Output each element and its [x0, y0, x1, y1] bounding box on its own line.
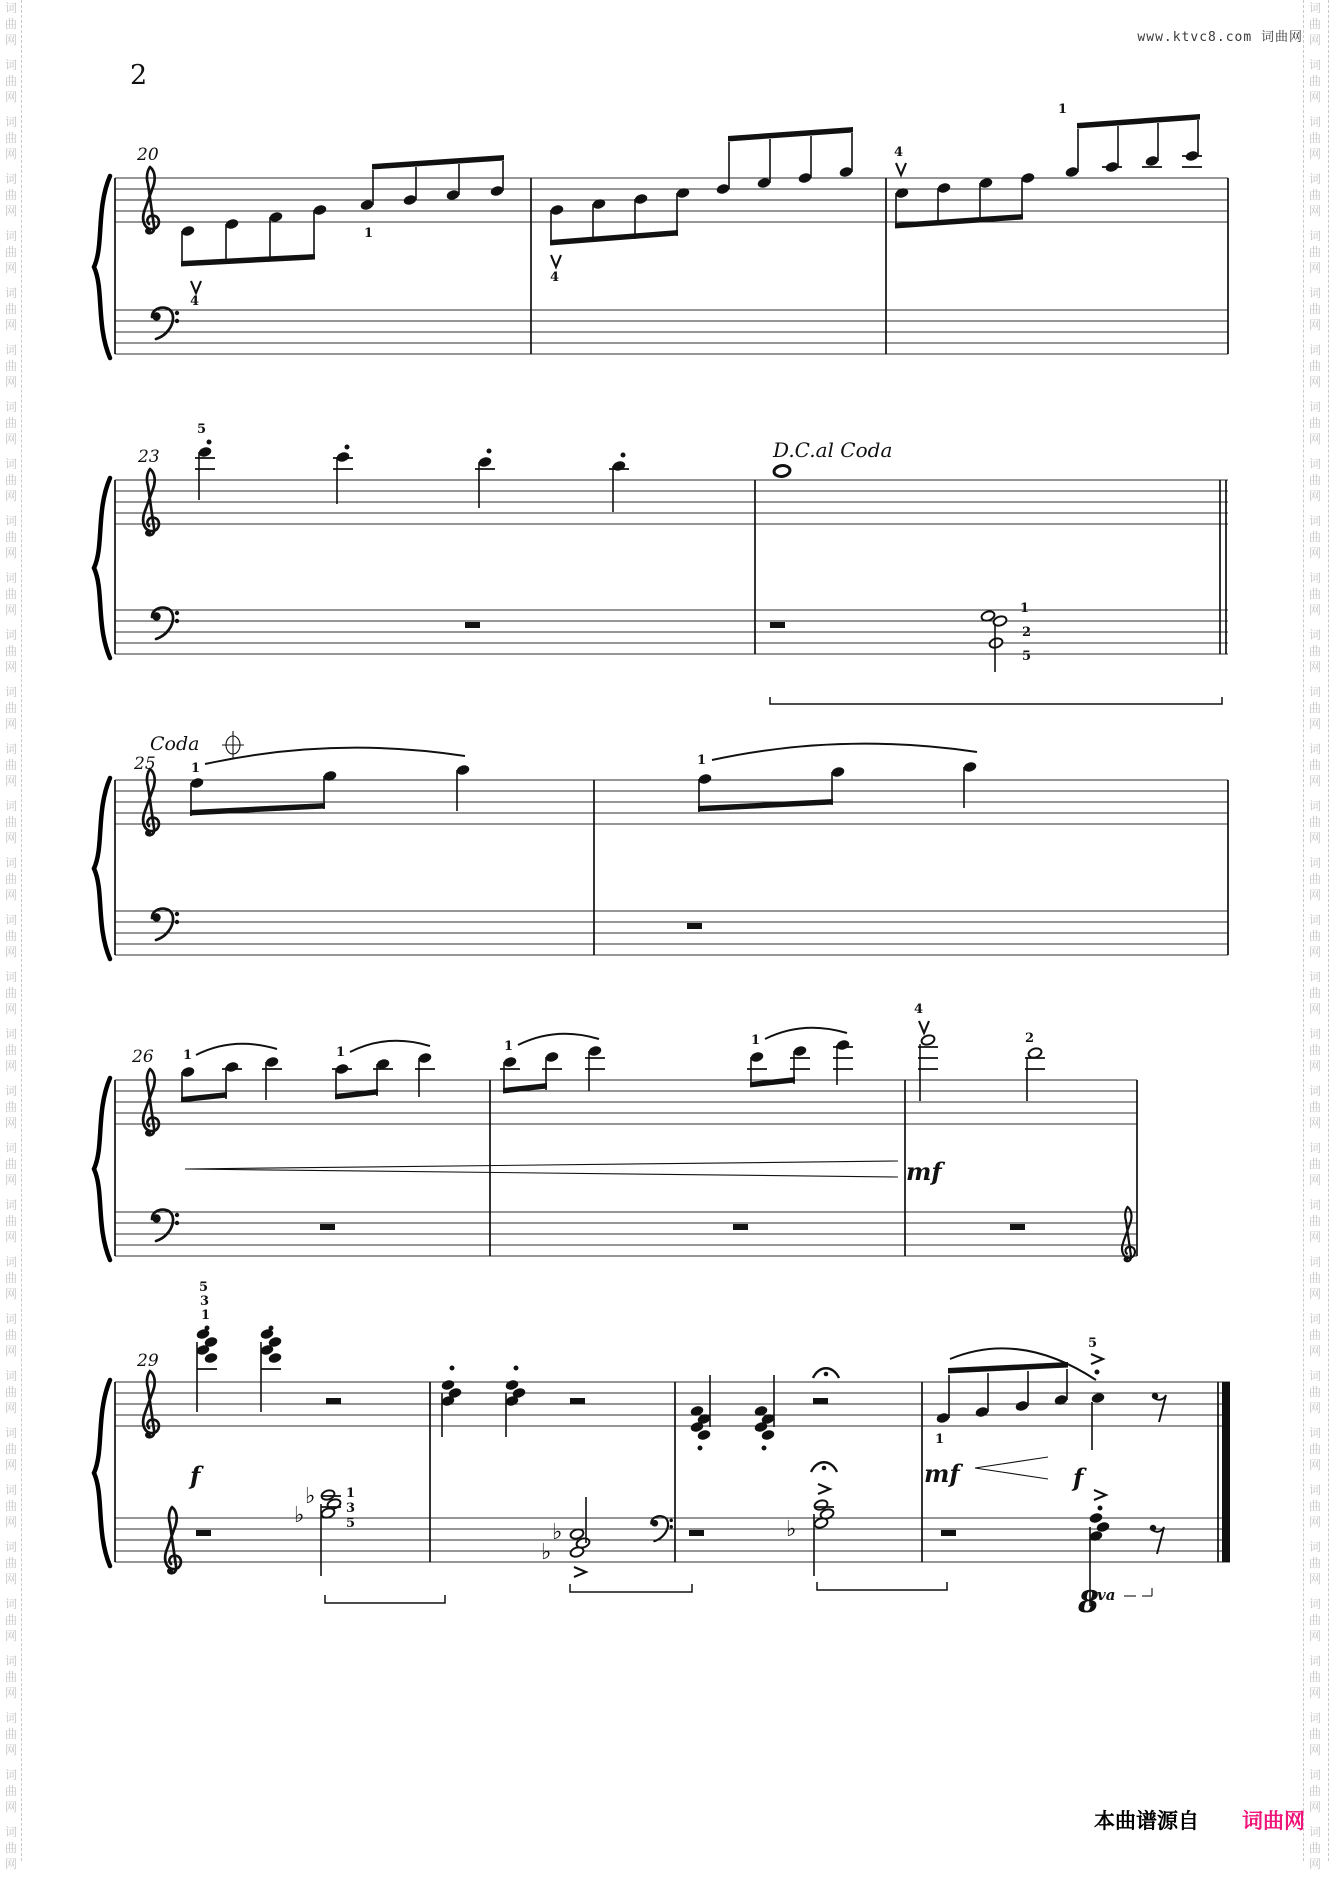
beam [895, 214, 1023, 229]
slur [518, 1034, 599, 1045]
clef-dot [651, 1520, 658, 1527]
fingering: 4 [190, 294, 200, 309]
whole-rest [465, 622, 480, 628]
fingering: 4 [894, 145, 904, 160]
measure-number: 20 [137, 145, 159, 165]
staccato-dot [1098, 1506, 1103, 1511]
accent [818, 1484, 830, 1494]
beam [181, 254, 315, 267]
watermark-chars: 词 曲 网 [4, 1255, 17, 1301]
dynamic-marking: f [1073, 1463, 1084, 1492]
staccato-dot [1095, 1370, 1100, 1375]
half-notehead [920, 1034, 935, 1046]
fingering: 2 [1025, 1031, 1035, 1046]
beam [1077, 114, 1200, 129]
clef-dot [175, 311, 179, 315]
watermark-chars: 词 曲 网 [4, 628, 17, 674]
clef-dot [145, 1432, 151, 1438]
watermark-chars: 词 曲 网 [1308, 343, 1321, 389]
whole-rest [687, 923, 702, 929]
watermark-chars: 词 曲 网 [1308, 1540, 1321, 1586]
fingering: 5 [197, 422, 207, 437]
whole-rest [689, 1530, 704, 1536]
watermark-chars: 词 曲 网 [4, 685, 17, 731]
slur [205, 748, 465, 764]
measure-number: 23 [138, 447, 160, 467]
watermark-chars: 词 曲 网 [1308, 628, 1321, 674]
watermark-chars: 词 曲 网 [4, 1027, 17, 1073]
slur [196, 1044, 277, 1055]
staccato-dot [345, 445, 350, 450]
accent [1091, 1354, 1103, 1364]
half-notehead [813, 1517, 828, 1529]
ottava-eight: 8 [1078, 1585, 1099, 1620]
clef-dot [669, 1525, 673, 1529]
site-watermark-header: www.ktvc8.com 词曲网 [1137, 30, 1303, 45]
fingering: 2 [1022, 625, 1032, 640]
accent [919, 1021, 929, 1033]
clef-dot [175, 619, 179, 623]
beam [372, 155, 504, 170]
dynamic-marking: f [190, 1461, 201, 1490]
clef-dot [145, 1130, 151, 1136]
half-rest [813, 1398, 828, 1404]
accent [896, 163, 906, 175]
clef-dot [152, 612, 160, 620]
fingering: 1 [183, 1048, 193, 1063]
staccato-dot [487, 449, 492, 454]
clef-dot [152, 312, 160, 320]
watermark-chars: 词 曲 网 [4, 1, 17, 47]
watermark-chars: 词 曲 网 [4, 1312, 17, 1358]
fingering: 1 [751, 1033, 761, 1048]
system-brace [94, 1078, 110, 1260]
watermark-chars: 词 曲 网 [1308, 1654, 1321, 1700]
notehead [1089, 1512, 1104, 1525]
bass-clef [152, 1210, 179, 1241]
slur [350, 1041, 430, 1052]
fingering: 5 [199, 1280, 209, 1295]
watermark-chars: 词 曲 网 [1308, 1768, 1321, 1814]
fingering: 1 [1058, 102, 1068, 117]
beam [550, 230, 678, 246]
clef-dot [145, 530, 151, 536]
whole-rest [1010, 1224, 1025, 1230]
coda-label: Coda [150, 733, 200, 755]
clef-dot [175, 1213, 179, 1217]
watermark-chars: 词 曲 网 [4, 970, 17, 1016]
beam [698, 799, 833, 812]
whole-rest [733, 1224, 748, 1230]
bass-clef [152, 608, 179, 639]
clef-dot [1124, 1257, 1129, 1262]
clef-dot [167, 1568, 173, 1574]
watermark-chars: 词 曲 网 [1308, 229, 1321, 275]
watermark-chars: 词 曲 网 [1308, 400, 1321, 446]
clef-glyph [152, 1210, 173, 1241]
half-notehead [988, 637, 1003, 649]
staccato-dot [450, 1366, 455, 1371]
watermark-chars: 词 曲 网 [1308, 172, 1321, 218]
half-notehead [320, 1507, 335, 1519]
slur [712, 744, 977, 760]
dc-al-coda-text: D.C.al Coda [773, 438, 893, 462]
beam [948, 1362, 1068, 1374]
slur [950, 1348, 1096, 1380]
watermark-chars: 词 曲 网 [4, 742, 17, 788]
watermark-chars: 词 曲 网 [4, 1825, 17, 1871]
watermark-chars: 词 曲 网 [1308, 913, 1321, 959]
watermark-chars: 词 曲 网 [1308, 571, 1321, 617]
staccato-dot [207, 440, 212, 445]
watermark-chars: 词 曲 网 [1308, 1255, 1321, 1301]
dynamic-marking: mf [924, 1459, 960, 1488]
phrase-bracket [570, 1584, 692, 1592]
accent [1094, 1490, 1106, 1500]
beam [750, 1077, 795, 1088]
watermark-chars: 词 曲 网 [1308, 685, 1321, 731]
watermark-chars: 词 曲 网 [4, 58, 17, 104]
clef-dot [175, 611, 179, 615]
clef-dot [145, 228, 151, 234]
watermark-chars: 词 曲 网 [4, 1654, 17, 1700]
fingering: 1 [201, 1308, 211, 1323]
fingering: 1 [1020, 601, 1030, 616]
phrase-bracket [770, 697, 1222, 704]
fingering: 1 [697, 753, 707, 768]
half-rest [570, 1398, 585, 1404]
watermark-chars: 词 曲 网 [1308, 1198, 1321, 1244]
watermark-chars: 词 曲 网 [4, 400, 17, 446]
final-barline-thick [1222, 1382, 1230, 1562]
measure-number: 26 [132, 1047, 154, 1067]
clef-dot [175, 912, 179, 916]
watermark-chars: 词 曲 网 [1308, 1369, 1321, 1415]
watermark-chars: 词 曲 网 [1308, 1426, 1321, 1472]
fingering: 4 [550, 270, 560, 285]
watermark-chars: 词 曲 网 [4, 229, 17, 275]
watermark-chars: 词 曲 网 [1308, 115, 1321, 161]
staccato-dot [762, 1446, 767, 1451]
watermark-chars: 词 曲 网 [4, 1369, 17, 1415]
clef-dot [152, 1214, 160, 1222]
clef-glyph [152, 308, 173, 339]
clef-glyph [152, 909, 173, 940]
system-brace [94, 778, 110, 959]
fingering: 4 [914, 1002, 924, 1017]
watermark-chars: 词 曲 网 [4, 1084, 17, 1130]
watermark-chars: 词 曲 网 [1308, 1312, 1321, 1358]
beam [190, 803, 325, 816]
watermark-chars: 词 曲 网 [1308, 286, 1321, 332]
half-notehead [569, 1546, 584, 1558]
crescendo-hairpin [975, 1457, 1048, 1468]
fingering: 1 [191, 761, 201, 776]
bass-clef [152, 909, 179, 940]
watermark-chars: 词 曲 网 [4, 115, 17, 161]
watermark-chars: 词 曲 网 [1308, 970, 1321, 1016]
beam [181, 1092, 227, 1103]
fingering: 1 [336, 1045, 346, 1060]
accent [574, 1567, 586, 1577]
footer-source-text: 本曲谱源自 [1094, 1809, 1199, 1833]
beam [503, 1083, 547, 1094]
flat-accidental: ♭ [294, 1503, 305, 1528]
clef-dot [175, 920, 179, 924]
footer-brand-link: 词曲网 [1242, 1809, 1305, 1833]
half-rest [326, 1398, 341, 1404]
flat-accidental: ♭ [552, 1520, 563, 1545]
watermark-chars: 词 曲 网 [1308, 1597, 1321, 1643]
system-brace [94, 478, 110, 658]
watermark-chars: 词 曲 网 [1308, 1084, 1321, 1130]
whole-rest [196, 1530, 211, 1536]
watermark-chars: 词 曲 网 [4, 1540, 17, 1586]
clef-dot [669, 1519, 673, 1523]
flat-accidental: ♭ [305, 1484, 316, 1509]
fingering: 1 [364, 226, 374, 241]
bass-clef [152, 308, 179, 339]
crescendo-hairpin [185, 1169, 898, 1177]
flat-accidental: ♭ [786, 1517, 797, 1542]
dynamic-marking: mf [906, 1157, 942, 1186]
fingering: 3 [346, 1501, 356, 1516]
watermark-chars: 词 曲 网 [1308, 1825, 1321, 1871]
watermark-chars: 词 曲 网 [1308, 1, 1321, 47]
whole-rest [770, 622, 785, 628]
fingering: 5 [1088, 1336, 1098, 1351]
watermark-chars: 词 曲 网 [1308, 1483, 1321, 1529]
watermark-chars: 词 曲 网 [4, 1426, 17, 1472]
staccato-dot [621, 453, 626, 458]
fingering: 1 [346, 1486, 356, 1501]
watermark-chars: 词 曲 网 [1308, 1141, 1321, 1187]
watermark-chars: 词 曲 网 [4, 1711, 17, 1757]
fingering: 1 [504, 1039, 514, 1054]
watermark-chars: 词 曲 网 [4, 343, 17, 389]
crescendo-hairpin [185, 1161, 898, 1169]
watermark-chars: 词 曲 网 [4, 1198, 17, 1244]
whole-rest [941, 1530, 956, 1536]
clef-dot [145, 830, 151, 836]
watermark-chars: 词 曲 网 [4, 856, 17, 902]
clef-dot [152, 913, 160, 921]
fingering: 5 [346, 1516, 356, 1531]
watermark-chars: 词 曲 网 [1308, 58, 1321, 104]
watermark-chars: 词 曲 网 [4, 457, 17, 503]
watermark-chars: 词 曲 网 [1308, 457, 1321, 503]
watermark-chars: 词 曲 网 [4, 1597, 17, 1643]
watermark-chars: 词 曲 网 [4, 571, 17, 617]
page-number: 2 [130, 60, 148, 91]
watermark-chars: 词 曲 网 [1308, 799, 1321, 845]
watermark-chars: 词 曲 网 [1308, 742, 1321, 788]
watermark-chars: 词 曲 网 [4, 799, 17, 845]
watermark-chars: 词 曲 网 [4, 514, 17, 560]
fingering: 1 [935, 1432, 945, 1447]
clef-dot [175, 1221, 179, 1225]
eighth-rest [1153, 1395, 1166, 1422]
fingering: 3 [200, 1294, 210, 1309]
flat-accidental: ♭ [541, 1540, 552, 1565]
watermark-chars: 词 曲 网 [1308, 1711, 1321, 1757]
system-brace [94, 176, 110, 358]
system-brace [94, 1380, 110, 1566]
watermark-chars: 词 曲 网 [4, 1483, 17, 1529]
beam [728, 127, 853, 142]
fermata [822, 1466, 827, 1471]
fingering: 5 [1022, 649, 1032, 664]
slur [765, 1028, 847, 1039]
measure-number: 29 [137, 1351, 159, 1371]
watermark-chars: 词 曲 网 [1308, 1027, 1321, 1073]
watermark-chars: 词 曲 网 [4, 172, 17, 218]
phrase-bracket [325, 1595, 445, 1603]
clef-glyph [152, 608, 173, 639]
staccato-dot [514, 1366, 519, 1371]
watermark-chars: 词 曲 网 [4, 1768, 17, 1814]
watermark-chars: 词 曲 网 [4, 1141, 17, 1187]
whole-rest [320, 1224, 335, 1230]
watermark-chars: 词 曲 网 [4, 913, 17, 959]
clef-dot [175, 319, 179, 323]
whole-note [773, 465, 790, 478]
crescendo-hairpin [975, 1468, 1048, 1479]
staccato-dot [698, 1446, 703, 1451]
ottava-va: va [1097, 1586, 1116, 1604]
fermata [824, 1372, 829, 1377]
watermark-chars: 词 曲 网 [1308, 856, 1321, 902]
accent [551, 255, 561, 267]
accent [191, 281, 201, 293]
watermark-chars: 词 曲 网 [1308, 514, 1321, 560]
phrase-bracket [817, 1582, 947, 1590]
watermark-chars: 词 曲 网 [4, 286, 17, 332]
measure-number: 25 [134, 754, 156, 774]
